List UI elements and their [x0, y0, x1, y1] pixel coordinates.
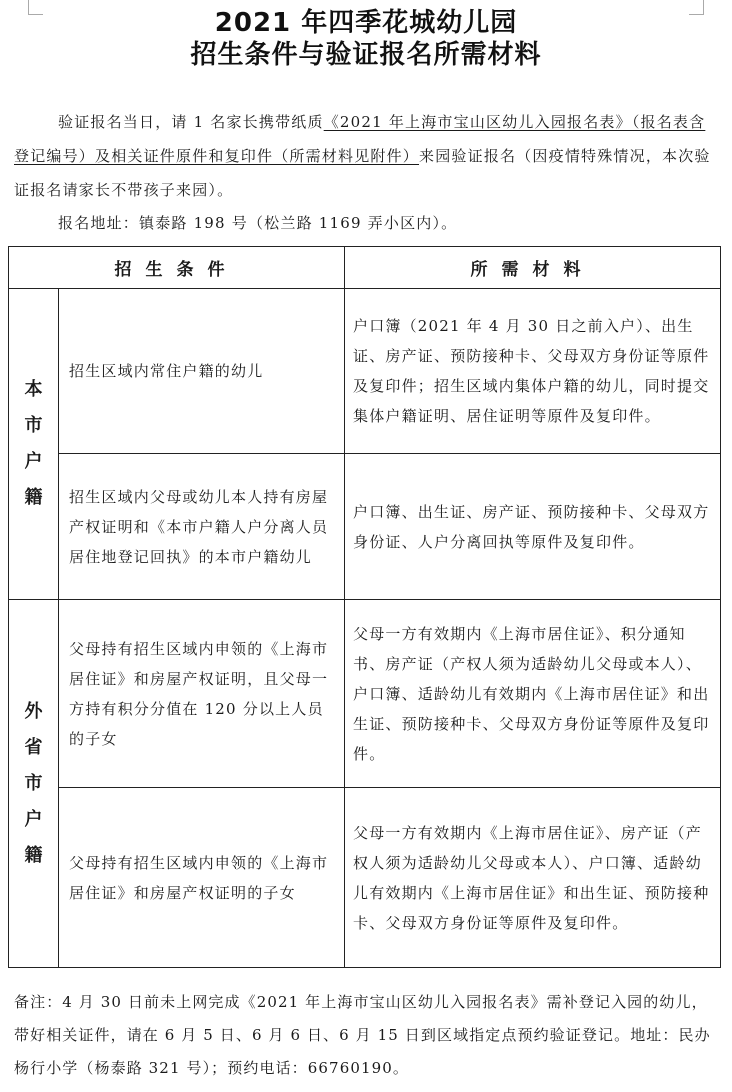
condition-cell: 父母持有招生区域内申领的《上海市居住证》和房屋产权证明的子女	[59, 788, 345, 968]
intro-lead: 验证报名当日，请 1 名家长携带纸质	[58, 113, 324, 131]
requirements-table	[8, 246, 721, 968]
document-subtitle: 招生条件与验证报名所需材料	[190, 40, 542, 70]
materials-cell: 父母一方有效期内《上海市居住证》、积分通知书、房产证（产权人须为适龄幼儿父母或本人）、户口簿、适龄幼儿有效期内《上海市居住证》和出生证、预防接种卡、父母双方身份证等原件及复印件。	[345, 600, 721, 788]
materials-cell: 户口簿、出生证、房产证、预防接种卡、父母双方身份证、人户分离回执等原件及复印件。	[345, 454, 721, 600]
condition-cell: 招生区域内父母或幼儿本人持有房屋产权证明和《本市户籍人户分离人员居住地登记回执》的本市户籍幼儿	[59, 454, 345, 600]
condition-cell: 父母持有招生区域内申领的《上海市居住证》和房屋产权证明，且父母一方持有积分分值在 120 分以上人员的子女	[59, 600, 345, 788]
condition-cell: 招生区域内常住户籍的幼儿	[59, 289, 345, 454]
group-label-text: 本市户籍	[24, 379, 43, 508]
header-materials: 所需材料	[345, 247, 721, 289]
registration-address: 报名地址：镇泰路 198 号（松兰路 1169 弄小区内）。	[58, 214, 458, 232]
table-row	[9, 454, 721, 600]
materials-cell: 父母一方有效期内《上海市居住证》、房产证（产权人须为适龄幼儿父母或本人）、户口簿、适龄幼儿有效期内《上海市居住证》和出生证、预防接种卡、父母双方身份证等原件及复印件。	[345, 788, 721, 968]
table-header-row	[9, 247, 721, 289]
group-label-text: 外省市户籍	[24, 700, 43, 866]
table-row	[9, 788, 721, 968]
registration-form-reference: 《2021 年上海市宝山区幼儿入园报名表》（报名表含登记编号）及相关证件原件和复印件（所需材料见附件）	[14, 113, 706, 165]
remarks-paragraph: 备注：4 月 30 日前未上网完成《2021 年上海市宝山区幼儿入园报名表》需补登记入园的幼儿，带好相关证件，请在 6 月 5 日、6 月 6 日、6 月 15 日到区域指定点预约验证登记。地址：民办杨行小学（杨泰路 321 号）；预约电话：66760190。	[14, 993, 711, 1077]
header-condition: 招生条件	[9, 247, 345, 289]
group-label-other-province	[9, 600, 59, 968]
intro-tail: 来园验证报名（因疫情特殊情况，本次验证报名请家长不带孩子来园）。	[14, 147, 711, 199]
address-paragraph	[14, 206, 720, 240]
document-title: 2021 年四季花城幼儿园	[214, 8, 518, 38]
intro-paragraph	[14, 105, 720, 207]
table-row	[9, 600, 721, 788]
materials-cell: 户口簿（2021 年 4 月 30 日之前入户）、出生证、房产证、预防接种卡、父母双方身份证等原件及复印件；招生区域内集体户籍的幼儿，同时提交集体户籍证明、居住证明等原件及复印件。	[345, 289, 721, 454]
table-row	[9, 289, 721, 454]
group-label-local	[9, 289, 59, 600]
